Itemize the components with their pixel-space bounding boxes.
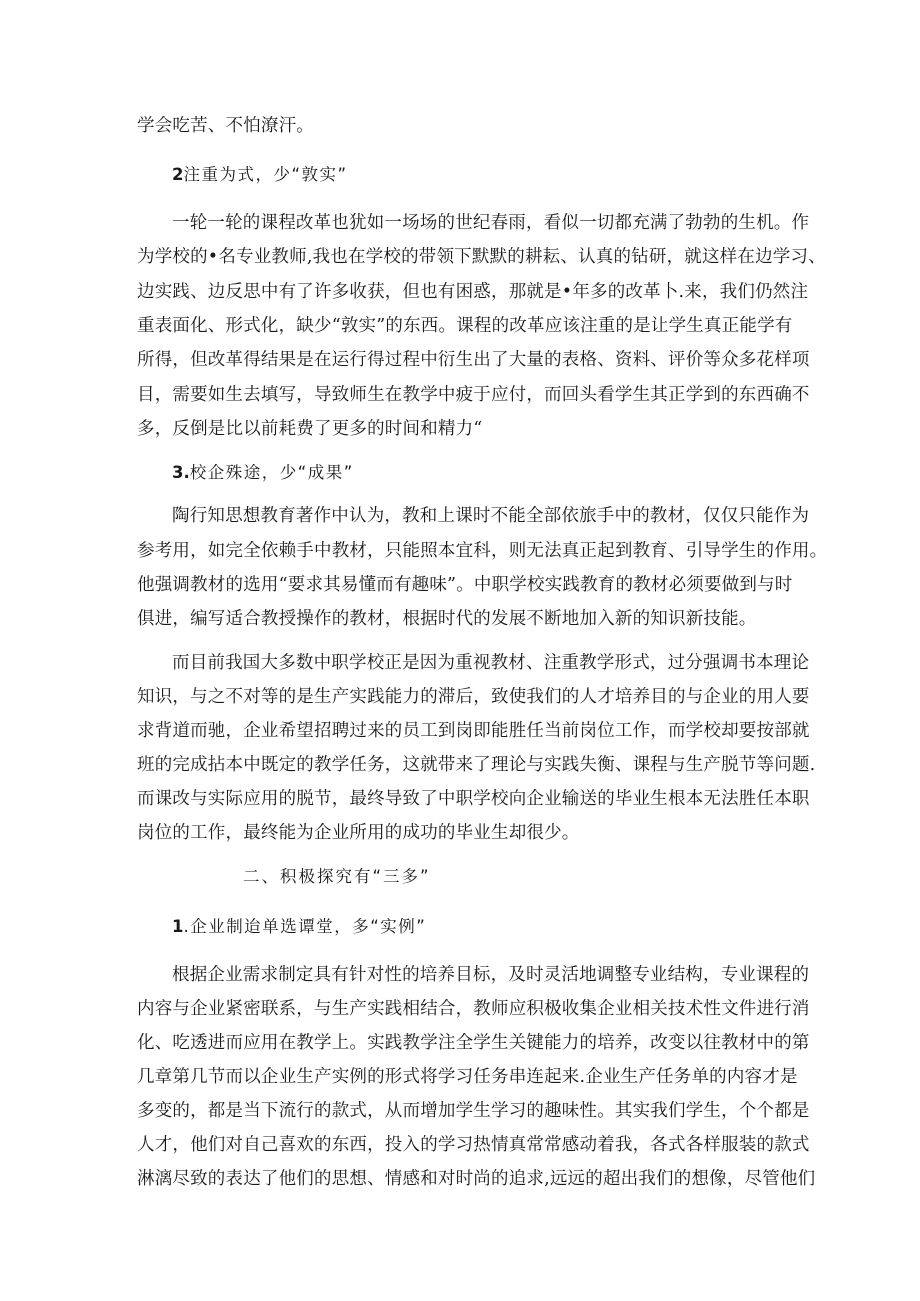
paragraph-line: 人才，他们对自己喜欢的东西，投入的学习热情真常常感动着我，各式各样服装的款式 [137,1135,810,1155]
paragraph-line: 而目前我国大多数中职学校正是因为重视教材、注重教学形式，过分强调书本理论 [172,653,810,673]
paragraph-line: 边实践、边反思中有了许多收获，但也有困惑，那就是•年多的改革卜.来，我们仍然注 [137,282,809,302]
paragraph-line: 几章第几节而以企业生产实例的形式将学习任务串连起来.企业生产任务单的内容才是 [137,1067,798,1087]
paragraph-line: 重表面化、形式化，缺少“敦实”的东西。课程的改革应该注重的是让学生真正能学有 [137,316,793,336]
subheading-3 [172,462,354,484]
paragraph-line: 求背道而驰，企业希望招聘过来的员工到岗即能胜任当前岗位工作，而学校却要按部就 [137,721,810,741]
subheading-number: 1 [172,917,184,936]
paragraph-line: 班的完成拈本中既定的教学任务，这就带来了理论与实践失衡、课程与生产脱节等问题. [137,755,816,775]
subheading-number: 2 [172,165,184,184]
paragraph-line: 内容与企业紧密联系，与生产实践相结合，教师应积极收集企业相关技术性文件进行消 [137,999,810,1019]
paragraph-line: 化、吃透进而应用在教学上。实践教学注全学生关键能力的培养，改变以往教材中的第 [137,1033,810,1053]
paragraph-line: 多变的，都是当下流行的款式，从而增加学生学习的趣味性。其实我们学生，个个都是 [137,1101,810,1121]
paragraph-line: 根据企业需求制定具有针对性的培养目标，及时灵活地调整专业结构，专业课程的 [172,965,810,985]
paragraph-line: 而课改与实际应用的脱节，最终导致了中职学校向企业输送的毕业生根本无法胜任本职 [137,789,810,809]
subheading-1 [172,916,426,938]
paragraph-line: 一轮一轮的课程改革也犹如一场场的世纪春雨，看似一切都充满了勃勃的生机。作 [172,213,810,233]
subheading-number: 3. [172,463,190,482]
paragraph-line: 学会吃苦、不怕潦汗。 [137,116,314,136]
subheading-text: .企业制迨单选谭堂，多“实例” [183,917,427,936]
paragraph-line: 为学校的•名专业教师,我也在学校的带领下默默的耕耘、认真的钻研，就这样在边学习、 [137,247,826,267]
paragraph-line: 知识，与之不对等的是生产实践能力的滞后，致使我们的人才培养目的与企业的用人要 [137,687,810,707]
paragraph-line: 参考用，如完全依赖手中教材，只能照本宜科，则无法真正起到教育、引导学生的作用。 [137,541,828,561]
subheading-2 [172,164,348,186]
paragraph-line: 岗位的工作，最终能为企业所用的成功的毕业生却很少。 [137,823,580,843]
paragraph-line: 淋漓尽致的表达了他们的思想、情感和对时尚的追求,远远的超出我们的想像，尽管他们 [137,1169,816,1189]
paragraph-line: 他强调教材的选用“要求其易懂而有趣味”。中职学校实践教育的教材必须要做到与时 [137,575,793,595]
paragraph-line: 俱进，编写适合教授操作的教材，根据时代的发展不断地加入新的知识新技能。 [137,609,757,629]
subheading-text: 校企殊途，少“成果” [189,463,354,482]
section-heading: 二、积极探究有“三多” [243,867,431,886]
paragraph-line: 所得，但改革得结果是在运行得过程中衍生出了大量的表格、资料、评价等众多花样项 [137,350,810,370]
paragraph-line: 陶行知思想教育著作中认为，教和上课时不能全部依旅手中的教材，仅仅只能作为 [172,506,810,526]
paragraph-line: 多，反倒是比以前耗费了更多的时间和精力“ [137,419,483,439]
paragraph-line: 目，需要如生去填写，导致师生在教学中疲于应付，而回头看学生其正学到的东西确不 [137,385,810,405]
subheading-text: 注重为式，少“敦实” [183,165,348,184]
